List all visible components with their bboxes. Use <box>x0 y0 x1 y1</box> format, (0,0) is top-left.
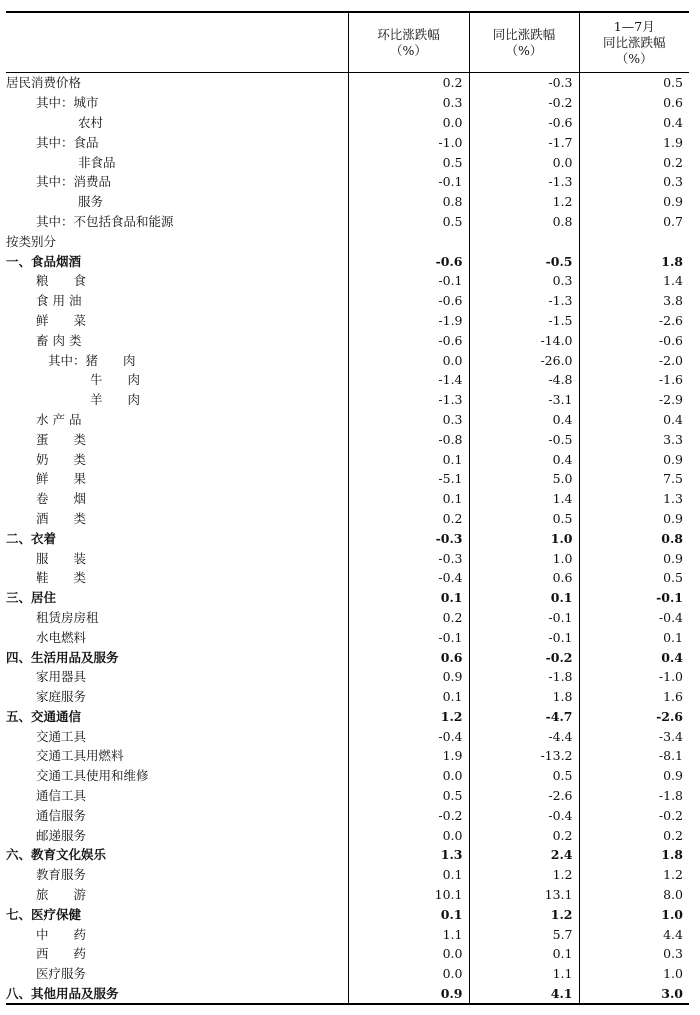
row-category-cell <box>6 429 348 449</box>
row-category-label: 按类别分 <box>6 233 57 249</box>
row-mom-value: -0.4 <box>348 726 469 746</box>
row-yoy-value: 4.1 <box>469 984 579 1005</box>
row-category-cell <box>6 528 348 548</box>
header-mom-title: 环比涨跌幅 <box>377 26 440 42</box>
row-ytd-value: -1.0 <box>579 667 689 687</box>
row-mom-value: 1.1 <box>348 924 469 944</box>
table-row <box>6 825 689 845</box>
row-category-cell <box>6 647 348 667</box>
row-ytd-value: -1.6 <box>579 370 689 390</box>
row-category-label: 六、教育文化娱乐 <box>6 847 107 863</box>
row-ytd-value: 0.3 <box>579 944 689 964</box>
table-row <box>6 410 689 430</box>
row-yoy-value: -14.0 <box>469 330 579 350</box>
row-category-label: 交通工具用燃料 <box>36 748 124 764</box>
row-category-label: 其中：消费品 <box>36 174 112 190</box>
row-category-cell <box>6 330 348 350</box>
table-row <box>6 192 689 212</box>
table-row <box>6 687 689 707</box>
row-ytd-value: 0.9 <box>579 449 689 469</box>
row-ytd-value: 1.3 <box>579 489 689 509</box>
row-yoy-value: 0.1 <box>469 588 579 608</box>
row-category-label: 其中：不包括食品和能源 <box>36 213 174 229</box>
table-row <box>6 647 689 667</box>
row-ytd-value: 0.7 <box>579 212 689 232</box>
row-category-cell <box>6 964 348 984</box>
row-category-label: 旅 游 <box>36 887 87 903</box>
row-yoy-value: -0.1 <box>469 608 579 628</box>
row-category-label: 鲜 菜 <box>36 312 87 328</box>
row-category-cell <box>6 746 348 766</box>
row-mom-value: 0.3 <box>348 410 469 430</box>
row-yoy-value: 0.6 <box>469 568 579 588</box>
row-ytd-value: 0.5 <box>579 568 689 588</box>
row-category-cell <box>6 944 348 964</box>
row-yoy-value: -4.7 <box>469 707 579 727</box>
row-mom-value: 0.5 <box>348 152 469 172</box>
table-row <box>6 390 689 410</box>
row-yoy-value: 0.0 <box>469 152 579 172</box>
row-category-label: 奶 类 <box>36 451 87 467</box>
row-category-label: 交通工具使用和维修 <box>36 768 149 784</box>
row-category-cell <box>6 608 348 628</box>
row-mom-value: 1.2 <box>348 707 469 727</box>
header-mom <box>348 12 469 73</box>
row-yoy-value: 1.8 <box>469 687 579 707</box>
row-yoy-value: -26.0 <box>469 350 579 370</box>
table-row <box>6 350 689 370</box>
table-row <box>6 528 689 548</box>
row-mom-value: 0.6 <box>348 647 469 667</box>
table-row <box>6 469 689 489</box>
row-category-cell <box>6 132 348 152</box>
row-mom-value: -0.3 <box>348 528 469 548</box>
row-ytd-value: 8.0 <box>579 885 689 905</box>
row-ytd-value: 0.4 <box>579 410 689 430</box>
row-category-cell <box>6 271 348 291</box>
row-mom-value: 0.0 <box>348 113 469 133</box>
row-category-label: 食 用 油 <box>36 293 82 309</box>
row-yoy-value: 1.0 <box>469 548 579 568</box>
row-yoy-value: 1.0 <box>469 528 579 548</box>
row-category-cell <box>6 350 348 370</box>
row-category-label: 畜 肉 类 <box>36 332 82 348</box>
row-category-cell <box>6 449 348 469</box>
row-category-label: 水电燃料 <box>36 629 87 645</box>
header-ytd-unit: （%） <box>615 50 653 66</box>
row-ytd-value: 0.1 <box>579 627 689 647</box>
row-category-cell <box>6 904 348 924</box>
row-category-label: 牛 肉 <box>90 372 141 388</box>
header-category <box>6 12 348 73</box>
row-ytd-value: 1.9 <box>579 132 689 152</box>
row-category-cell <box>6 924 348 944</box>
table-row <box>6 73 689 93</box>
row-mom-value: -0.1 <box>348 627 469 647</box>
table-row <box>6 726 689 746</box>
row-category-cell <box>6 627 348 647</box>
row-mom-value: 0.1 <box>348 489 469 509</box>
row-ytd-value: 1.8 <box>579 845 689 865</box>
row-yoy-value: 2.4 <box>469 845 579 865</box>
row-category-label: 五、交通通信 <box>6 708 82 724</box>
row-ytd-value: -0.2 <box>579 805 689 825</box>
row-mom-value: -0.6 <box>348 291 469 311</box>
header-yoy <box>469 12 579 73</box>
row-category-cell <box>6 251 348 271</box>
header-mom-unit: （%） <box>390 42 427 58</box>
table-row <box>6 707 689 727</box>
row-mom-value: -0.3 <box>348 548 469 568</box>
row-yoy-value: -1.3 <box>469 291 579 311</box>
row-ytd-value: 1.8 <box>579 251 689 271</box>
header-yoy-unit: （%） <box>505 42 543 58</box>
table-row <box>6 449 689 469</box>
row-category-cell <box>6 212 348 232</box>
row-mom-value: -1.0 <box>348 132 469 152</box>
table-row <box>6 568 689 588</box>
row-yoy-value: -0.6 <box>469 113 579 133</box>
row-ytd-value: 4.4 <box>579 924 689 944</box>
row-category-label: 教育服务 <box>36 867 87 883</box>
table-row <box>6 924 689 944</box>
row-mom-value: 10.1 <box>348 885 469 905</box>
row-mom-value: 0.5 <box>348 786 469 806</box>
row-category-label: 七、医疗保健 <box>6 906 82 922</box>
table-row <box>6 588 689 608</box>
row-mom-value: 0.0 <box>348 944 469 964</box>
row-mom-value: 0.0 <box>348 825 469 845</box>
row-ytd-value: 0.9 <box>579 766 689 786</box>
header-ytd <box>579 12 689 73</box>
row-yoy-value: -0.4 <box>469 805 579 825</box>
row-ytd-value: 1.0 <box>579 964 689 984</box>
row-yoy-value: -3.1 <box>469 390 579 410</box>
row-mom-value: 0.5 <box>348 212 469 232</box>
row-category-cell <box>6 568 348 588</box>
row-mom-value: 0.0 <box>348 964 469 984</box>
row-yoy-value: -0.1 <box>469 627 579 647</box>
row-yoy-value: -1.8 <box>469 667 579 687</box>
row-yoy-value: 1.1 <box>469 964 579 984</box>
row-mom-value <box>348 231 469 251</box>
row-category-label: 粮 食 <box>36 273 87 289</box>
row-category-label: 邮递服务 <box>36 827 87 843</box>
row-yoy-value: -0.3 <box>469 73 579 93</box>
table-row <box>6 429 689 449</box>
row-ytd-value: 3.3 <box>579 429 689 449</box>
table-row <box>6 984 689 1005</box>
row-category-cell <box>6 825 348 845</box>
row-yoy-value: 0.5 <box>469 766 579 786</box>
row-yoy-value: 1.2 <box>469 904 579 924</box>
row-mom-value: -0.6 <box>348 330 469 350</box>
row-mom-value: -1.4 <box>348 370 469 390</box>
row-mom-value: -0.6 <box>348 251 469 271</box>
row-ytd-value: 0.2 <box>579 825 689 845</box>
row-yoy-value: -0.2 <box>469 647 579 667</box>
row-ytd-value: -2.9 <box>579 390 689 410</box>
row-ytd-value: 3.0 <box>579 984 689 1005</box>
row-category-label: 酒 类 <box>36 510 87 526</box>
header-row <box>6 12 689 73</box>
table-row <box>6 885 689 905</box>
table-row <box>6 330 689 350</box>
row-category-cell <box>6 548 348 568</box>
table-row <box>6 627 689 647</box>
row-mom-value: 1.3 <box>348 845 469 865</box>
row-ytd-value: -8.1 <box>579 746 689 766</box>
row-category-label: 中 药 <box>36 926 87 942</box>
row-mom-value: -1.9 <box>348 311 469 331</box>
row-category-cell <box>6 410 348 430</box>
row-ytd-value: 0.5 <box>579 73 689 93</box>
row-yoy-value: -13.2 <box>469 746 579 766</box>
row-mom-value: 0.3 <box>348 93 469 113</box>
row-category-cell <box>6 865 348 885</box>
row-category-cell <box>6 469 348 489</box>
table-row <box>6 212 689 232</box>
table-row <box>6 509 689 529</box>
table-row <box>6 805 689 825</box>
row-category-cell <box>6 73 348 93</box>
row-yoy-value <box>469 231 579 251</box>
row-ytd-value: 0.9 <box>579 548 689 568</box>
row-category-label: 服务 <box>78 194 104 210</box>
row-ytd-value: 0.9 <box>579 192 689 212</box>
row-ytd-value: -2.0 <box>579 350 689 370</box>
row-mom-value: 0.1 <box>348 865 469 885</box>
row-yoy-value: -4.8 <box>469 370 579 390</box>
row-category-cell <box>6 786 348 806</box>
row-category-cell <box>6 291 348 311</box>
table-row <box>6 152 689 172</box>
row-category-label: 二、衣着 <box>6 530 57 546</box>
row-category-cell <box>6 152 348 172</box>
row-category-label: 卷 烟 <box>36 491 87 507</box>
row-ytd-value: 0.4 <box>579 647 689 667</box>
row-mom-value: 0.1 <box>348 904 469 924</box>
row-yoy-value: 0.4 <box>469 410 579 430</box>
row-category-label: 农村 <box>78 114 104 130</box>
row-ytd-value: 0.9 <box>579 509 689 529</box>
row-category-label: 西 药 <box>36 946 87 962</box>
row-category-cell <box>6 311 348 331</box>
row-mom-value: 0.2 <box>348 73 469 93</box>
row-yoy-value: 0.5 <box>469 509 579 529</box>
row-mom-value: 0.1 <box>348 687 469 707</box>
row-yoy-value: 0.2 <box>469 825 579 845</box>
row-category-cell <box>6 192 348 212</box>
row-category-cell <box>6 390 348 410</box>
row-category-cell <box>6 172 348 192</box>
row-category-cell <box>6 707 348 727</box>
table-row <box>6 786 689 806</box>
table-row <box>6 251 689 271</box>
row-category-cell <box>6 845 348 865</box>
row-category-label: 居民消费价格 <box>6 75 82 91</box>
row-mom-value: -0.1 <box>348 271 469 291</box>
row-category-cell <box>6 726 348 746</box>
row-yoy-value: 0.1 <box>469 944 579 964</box>
header-ytd-period: 1—7月 <box>613 18 655 34</box>
row-ytd-value: 0.3 <box>579 172 689 192</box>
row-category-label: 一、食品烟酒 <box>6 253 82 269</box>
row-ytd-value: -2.6 <box>579 311 689 331</box>
row-yoy-value: 0.4 <box>469 449 579 469</box>
row-mom-value: -0.2 <box>348 805 469 825</box>
table-row <box>6 370 689 390</box>
row-ytd-value: 1.0 <box>579 904 689 924</box>
table-row <box>6 271 689 291</box>
row-category-label: 其中：城市 <box>36 95 99 111</box>
row-category-label: 蛋 类 <box>36 431 87 447</box>
row-mom-value: 1.9 <box>348 746 469 766</box>
row-yoy-value: -0.2 <box>469 93 579 113</box>
row-ytd-value: 1.4 <box>579 271 689 291</box>
row-category-label: 羊 肉 <box>90 392 141 408</box>
row-category-cell <box>6 588 348 608</box>
row-mom-value: -1.3 <box>348 390 469 410</box>
table-row <box>6 944 689 964</box>
row-category-label: 通信工具 <box>36 788 87 804</box>
row-mom-value: 0.0 <box>348 766 469 786</box>
row-ytd-value: -0.4 <box>579 608 689 628</box>
header-ytd-title: 同比涨跌幅 <box>602 34 666 50</box>
row-mom-value: 0.8 <box>348 192 469 212</box>
table-row <box>6 548 689 568</box>
row-category-cell <box>6 489 348 509</box>
row-mom-value: -0.8 <box>348 429 469 449</box>
row-category-cell <box>6 687 348 707</box>
row-category-label: 三、居住 <box>6 590 57 606</box>
row-ytd-value: -1.8 <box>579 786 689 806</box>
table-row <box>6 608 689 628</box>
row-yoy-value: -4.4 <box>469 726 579 746</box>
row-yoy-value: -2.6 <box>469 786 579 806</box>
row-yoy-value: -0.5 <box>469 429 579 449</box>
cpi-table-container <box>6 11 689 1005</box>
row-category-cell <box>6 113 348 133</box>
row-category-label: 租赁房房租 <box>36 609 99 625</box>
cpi-table <box>6 11 689 1005</box>
row-mom-value: 0.2 <box>348 509 469 529</box>
row-ytd-value: 1.2 <box>579 865 689 885</box>
row-yoy-value: -1.3 <box>469 172 579 192</box>
row-mom-value: 0.9 <box>348 667 469 687</box>
row-category-cell <box>6 370 348 390</box>
row-category-label: 其中：食品 <box>36 134 99 150</box>
row-ytd-value: 0.2 <box>579 152 689 172</box>
row-ytd-value: -0.1 <box>579 588 689 608</box>
row-yoy-value: -1.7 <box>469 132 579 152</box>
row-category-cell <box>6 93 348 113</box>
row-mom-value: -0.1 <box>348 172 469 192</box>
header-yoy-title: 同比涨跌幅 <box>492 26 556 42</box>
row-category-label: 服 装 <box>36 550 87 566</box>
table-row <box>6 865 689 885</box>
table-row <box>6 766 689 786</box>
row-category-label: 家用器具 <box>36 669 87 685</box>
row-yoy-value: 13.1 <box>469 885 579 905</box>
row-mom-value: 0.2 <box>348 608 469 628</box>
row-ytd-value: 0.6 <box>579 93 689 113</box>
row-yoy-value: 1.2 <box>469 865 579 885</box>
table-body <box>6 73 689 1005</box>
table-row <box>6 231 689 251</box>
row-yoy-value: 0.3 <box>469 271 579 291</box>
table-row <box>6 93 689 113</box>
row-category-cell <box>6 885 348 905</box>
row-mom-value: 0.0 <box>348 350 469 370</box>
row-yoy-value: -0.5 <box>469 251 579 271</box>
table-row <box>6 132 689 152</box>
row-mom-value: -0.4 <box>348 568 469 588</box>
row-category-label: 鞋 类 <box>36 570 87 586</box>
table-row <box>6 845 689 865</box>
row-category-label: 八、其他用品及服务 <box>6 986 119 1002</box>
row-category-label: 其中：猪 肉 <box>48 352 136 368</box>
table-row <box>6 667 689 687</box>
row-category-cell <box>6 984 348 1005</box>
row-ytd-value: 1.6 <box>579 687 689 707</box>
row-category-cell <box>6 805 348 825</box>
row-ytd-value: 7.5 <box>579 469 689 489</box>
row-category-label: 通信服务 <box>36 807 87 823</box>
row-category-label: 四、生活用品及服务 <box>6 649 119 665</box>
row-ytd-value: -3.4 <box>579 726 689 746</box>
row-category-label: 水 产 品 <box>36 411 82 427</box>
row-category-cell <box>6 509 348 529</box>
row-yoy-value: 5.7 <box>469 924 579 944</box>
row-category-label: 非食品 <box>78 154 116 170</box>
row-category-label: 交通工具 <box>36 728 87 744</box>
table-row <box>6 172 689 192</box>
row-yoy-value: 0.8 <box>469 212 579 232</box>
table-row <box>6 113 689 133</box>
row-yoy-value: 5.0 <box>469 469 579 489</box>
row-ytd-value <box>579 231 689 251</box>
row-yoy-value: 1.2 <box>469 192 579 212</box>
row-yoy-value: -1.5 <box>469 311 579 331</box>
row-mom-value: 0.1 <box>348 588 469 608</box>
row-ytd-value: 0.4 <box>579 113 689 133</box>
row-category-label: 医疗服务 <box>36 966 87 982</box>
row-ytd-value: -0.6 <box>579 330 689 350</box>
row-category-cell <box>6 667 348 687</box>
row-category-label: 家庭服务 <box>36 689 87 705</box>
row-mom-value: -5.1 <box>348 469 469 489</box>
table-row <box>6 904 689 924</box>
row-yoy-value: 1.4 <box>469 489 579 509</box>
row-category-cell <box>6 231 348 251</box>
table-row <box>6 964 689 984</box>
row-mom-value: 0.1 <box>348 449 469 469</box>
row-category-cell <box>6 766 348 786</box>
table-row <box>6 746 689 766</box>
table-row <box>6 489 689 509</box>
row-mom-value: 0.9 <box>348 984 469 1005</box>
row-ytd-value: -2.6 <box>579 707 689 727</box>
table-row <box>6 311 689 331</box>
row-ytd-value: 3.8 <box>579 291 689 311</box>
row-ytd-value: 0.8 <box>579 528 689 548</box>
row-category-label: 鲜 果 <box>36 471 87 487</box>
table-row <box>6 291 689 311</box>
